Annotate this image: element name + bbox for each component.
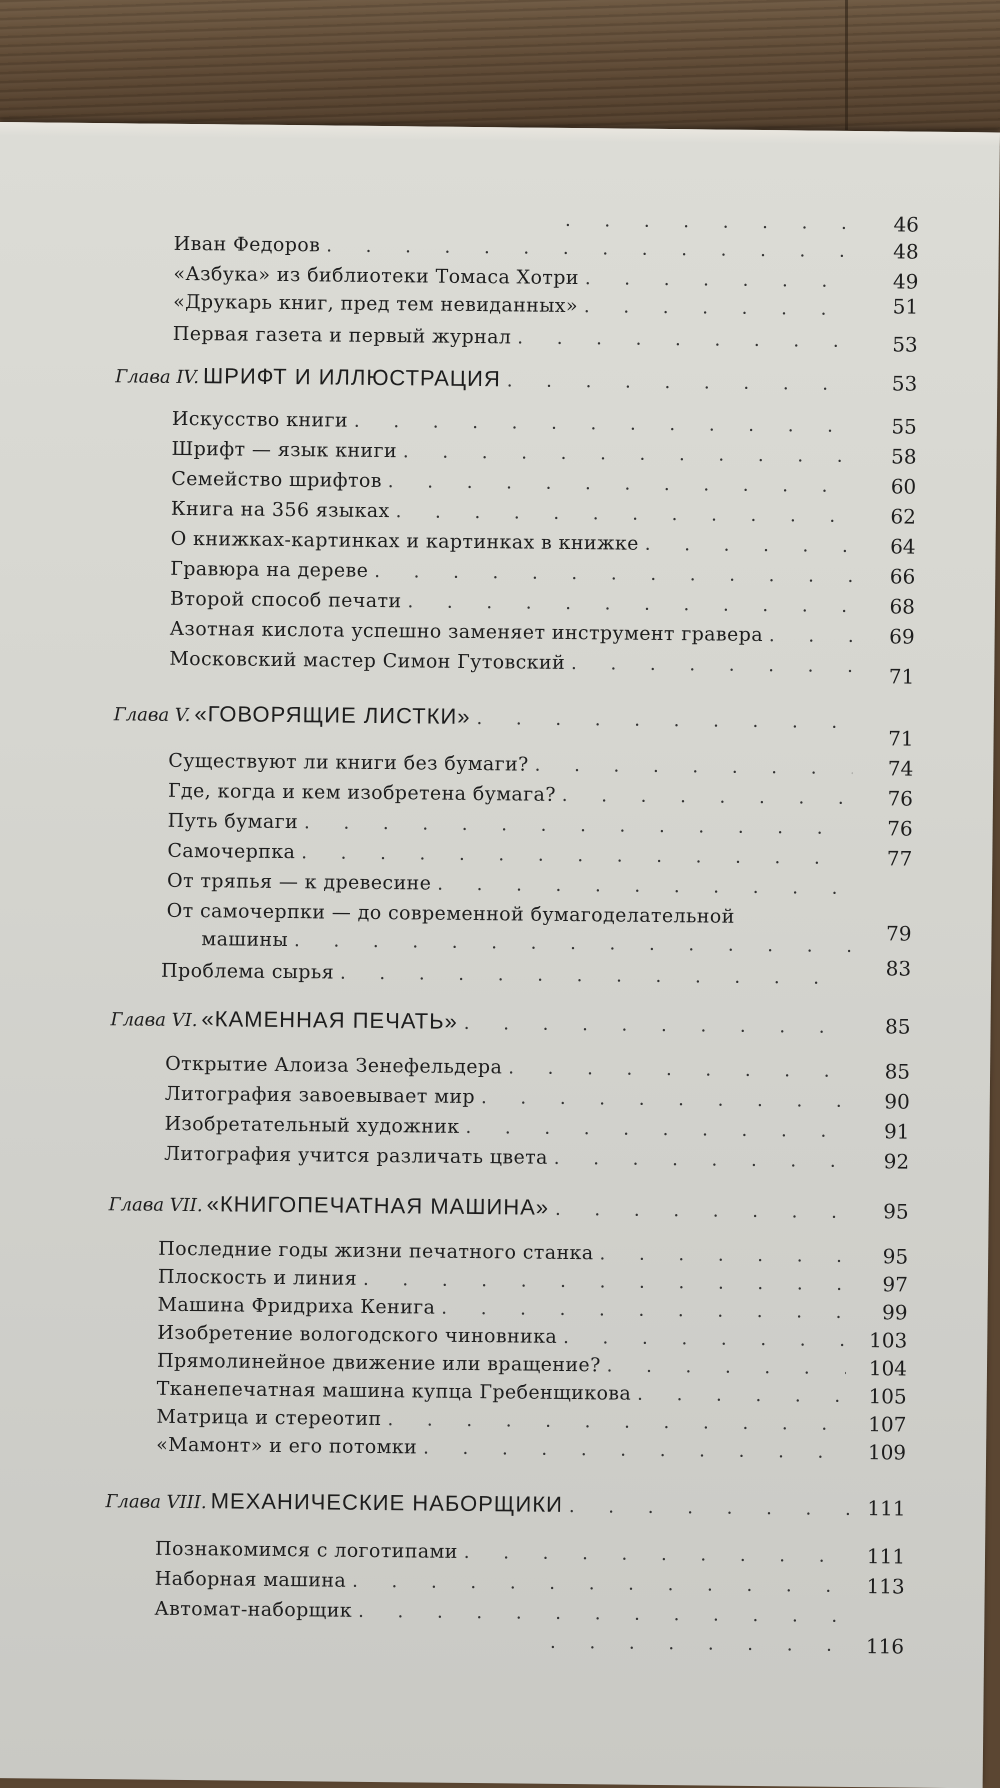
toc-entry: [164, 1139, 854, 1176]
page-number: 79: [885, 921, 912, 946]
page-number: 90: [884, 1089, 910, 1114]
dot-leader: [464, 1009, 855, 1043]
page-number: 111: [867, 1496, 906, 1521]
chapter-title: «ГОВОРЯЩИЕ ЛИСТКИ»: [194, 701, 471, 729]
entry-title: Где, когда и кем изобретена бумага?: [167, 779, 556, 806]
dot-leader: [508, 1053, 849, 1087]
chapter-number: Глава V.: [113, 704, 191, 727]
entry-title: Автомат-наборщик: [154, 1597, 353, 1622]
page-number: 95: [883, 1199, 909, 1224]
page-number: 97: [882, 1272, 909, 1297]
toc-entry: [161, 956, 856, 993]
page-number: 104: [868, 1356, 908, 1381]
entry-title: «Мамонт» и его потомки: [156, 1433, 418, 1459]
dot-leader: [769, 621, 854, 652]
page-number: 95: [882, 1244, 909, 1269]
entry-title: Самочерпка: [167, 839, 296, 864]
entry-title: Гравюра на дереве: [170, 557, 369, 582]
page-number: 51: [892, 294, 919, 319]
entry-title: «Друкарь книг, пред тем невиданных»: [173, 290, 579, 318]
entry-title: Второй способ печати: [169, 587, 402, 613]
page-number: 71: [888, 664, 915, 689]
dot-leader: [358, 1597, 844, 1632]
dot-leader: [294, 926, 851, 962]
entry-title: Открытие Алоиза Зенефельдера: [165, 1052, 503, 1079]
dot-leader: [535, 751, 853, 784]
book-page: [0, 122, 1000, 1788]
chapter-title: «КНИГОПЕЧАТНАЯ МАШИНА»: [206, 1191, 550, 1220]
toc-entry: [169, 644, 859, 681]
dot-leader: [555, 1195, 853, 1228]
chapter-title: МЕХАНИЧЕСКИЕ НАБОРЩИКИ: [210, 1488, 564, 1517]
entry-title: Книга на 356 языках: [170, 497, 390, 523]
page-number: 116: [865, 1634, 905, 1659]
entry-title: О книжках-картинках и картинках в книжке: [170, 527, 639, 555]
page-number: 55: [891, 414, 917, 439]
page-number: 74: [887, 756, 914, 781]
entry-title: машины: [201, 928, 289, 952]
page-number: 113: [866, 1574, 905, 1599]
dot-leader: [562, 781, 852, 814]
entry-title: Проблема сырья: [161, 959, 335, 984]
chapter-heading: [105, 1485, 855, 1523]
table-plank-seam: [845, 0, 848, 130]
toc-entry: [173, 319, 863, 356]
entry-title: Матрица и стереотип: [156, 1405, 382, 1431]
entry-title: Существуют ли книги без бумаги?: [168, 749, 529, 776]
entry-title: Плоскость и линия: [157, 1265, 358, 1290]
dot-leader: [517, 323, 857, 357]
entry-title: От тряпья — к древесине: [166, 869, 432, 895]
entry-title: Шрифт — язык книги: [171, 437, 398, 463]
page-number: 48: [893, 239, 919, 264]
page-number: 77: [886, 846, 913, 871]
chapter-title: «КАМЕННАЯ ПЕЧАТЬ»: [201, 1006, 459, 1034]
page-number: 71: [888, 726, 914, 751]
entry-title: Путь бумаги: [167, 809, 299, 834]
toc-entry-first-line: От самочерпки — до современной бумагоделательной: [166, 899, 735, 928]
page-number: 60: [890, 474, 917, 499]
toc-entry: [173, 287, 863, 324]
toc-entry-continuation: [201, 924, 856, 961]
entry-title: Познакомимся с логотипами: [154, 1537, 458, 1563]
page-number: 49: [892, 269, 919, 294]
page-number: 68: [889, 594, 916, 619]
dot-leader: [584, 292, 857, 325]
page-number: 103: [868, 1328, 908, 1353]
dot-leader: [476, 704, 858, 738]
page-number: 53: [892, 332, 918, 357]
entry-title: Литография учится различать цвета: [164, 1142, 548, 1169]
page-number: 99: [882, 1300, 908, 1325]
page-number: 46: [893, 212, 920, 237]
entry-title: Семейство шрифтов: [171, 467, 382, 493]
dot-leader: [340, 959, 850, 994]
entry-title: Первая газета и первый журнал: [172, 322, 512, 349]
page-number: 111: [866, 1544, 906, 1569]
entry-title: Наборная машина: [154, 1567, 347, 1592]
entry-title: Тканепечатная машина купца Гребенщикова: [156, 1377, 632, 1405]
page-number: 76: [887, 786, 914, 811]
page-number: 105: [868, 1384, 907, 1409]
dot-leader: [550, 1628, 838, 1661]
chapter-number: Глава IV.: [115, 366, 200, 389]
page-number: 109: [867, 1440, 907, 1465]
entry-title: Иван Федоров: [173, 232, 321, 257]
page-number: 107: [868, 1412, 907, 1437]
table-of-contents: [0, 122, 1000, 1788]
toc-entry: [154, 1594, 849, 1631]
entry-title: Азотная кислота успешно заменяет инструмент гравера: [169, 617, 764, 647]
page-number: 85: [884, 1059, 911, 1084]
page-number: 91: [883, 1119, 910, 1144]
entry-title: Искусство книги: [171, 407, 349, 432]
page-number: 85: [884, 1014, 911, 1039]
dot-leader: [569, 1492, 850, 1525]
chapter-number: Глава VI.: [110, 1009, 198, 1032]
entry-title: Изобретение вологодского чиновника: [157, 1321, 558, 1348]
entry-title: Машина Фридриха Кенига: [157, 1293, 436, 1319]
dot-leader: [507, 366, 860, 400]
page-number: 62: [890, 504, 917, 529]
toc-entry: [156, 1430, 851, 1467]
page-number: 92: [883, 1149, 910, 1174]
dot-leader: [554, 1144, 849, 1177]
chapter-heading: [114, 698, 864, 736]
page-number: 58: [890, 444, 917, 469]
entry-title: Московский мастер Симон Гутовский: [169, 647, 566, 674]
entry-title: Прямолинейное движение или вращение?: [156, 1349, 601, 1377]
dot-leader: [571, 649, 854, 682]
page-number: 76: [887, 816, 913, 841]
chapter-number: Глава VII.: [108, 1194, 203, 1217]
entry-title: «Азбука» из библиотеки Томаса Хотри: [173, 262, 580, 290]
entry-title: Изобретательный художник: [164, 1112, 460, 1138]
chapter-number: Глава VIII.: [105, 1491, 207, 1514]
page-number: 66: [889, 564, 916, 589]
chapter-title: ШРИФТ И ИЛЛЮСТРАЦИЯ: [202, 363, 501, 392]
chapter-heading: [110, 1003, 860, 1041]
chapter-heading: [115, 360, 865, 398]
entry-title: Последние годы жизни печатного станка: [158, 1237, 594, 1265]
entry-title: Литография завоевывает мир: [164, 1082, 476, 1109]
dot-leader: [423, 1434, 845, 1468]
toc-leader-row: [544, 1628, 844, 1661]
dot-leader: [645, 530, 855, 562]
chapter-heading: [109, 1188, 859, 1226]
page-number: 64: [890, 534, 916, 559]
page-number: 83: [885, 956, 912, 981]
page-number: 69: [889, 624, 915, 649]
page-number: 53: [891, 371, 918, 396]
